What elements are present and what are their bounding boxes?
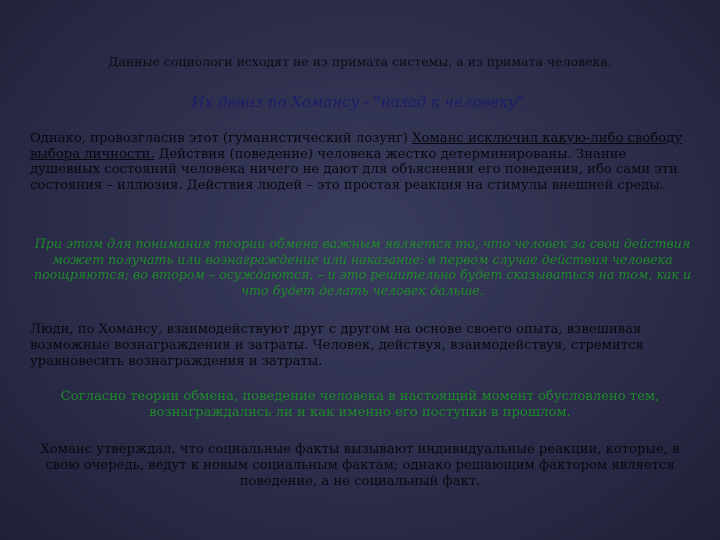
paragraph-social-facts: Хоманс утверждал, что социальные факты вызывают индивидуальные реакции, которые, в свою очередь, ведут к новым социальным фактам; однако решающим фактором является поведение, а не социальный факт. <box>40 442 680 489</box>
underlined-phrase: Хоманс исключил какую-либо свободу выбора личности. <box>30 131 683 162</box>
paragraph-interaction: Люди, по Хомансу, взаимодействуют друг с другом на основе своего опыта, взвешивая возможные вознаграждения и затраты. Человек, действуя, взаимодействуя, стремится уравновесить вознаграждения и затраты. <box>30 322 644 369</box>
highlight-paragraph-reward: При этом для понимания теории обмена важным является то, что человек за свои действия может получать или вознаграждение или наказание: в первом случае действия человека поощряются; во втором – осуждаются, – и это решительно будет сказываться на том, как и что будет делать человек дальше. <box>33 236 692 298</box>
paragraph-end: Действия (поведение) человека жестко детерминированы. Знание душевных состояний человека ничего не дают для объяснения его поведения, ибо сами эти состояния – иллюзия. Действия людей – это простая реакция на стимулы внешней среды. <box>30 146 678 193</box>
motto-line: Их девиз по Хомансу - "назад к человеку". <box>191 93 529 111</box>
highlight-paragraph-exchange-theory: Согласно теории обмена, поведение человека в настоящий момент обусловлено тем, вознаграждались ли и как именно его поступки в прошлом. <box>60 389 660 420</box>
paragraph-homans-determinism <box>30 131 700 193</box>
intro-line: Данные социологи исходят не из примата системы, а из примата человека. <box>108 54 612 69</box>
paragraph-start: Однако, провозгласив этот (гуманистический лозунг) <box>30 131 413 146</box>
